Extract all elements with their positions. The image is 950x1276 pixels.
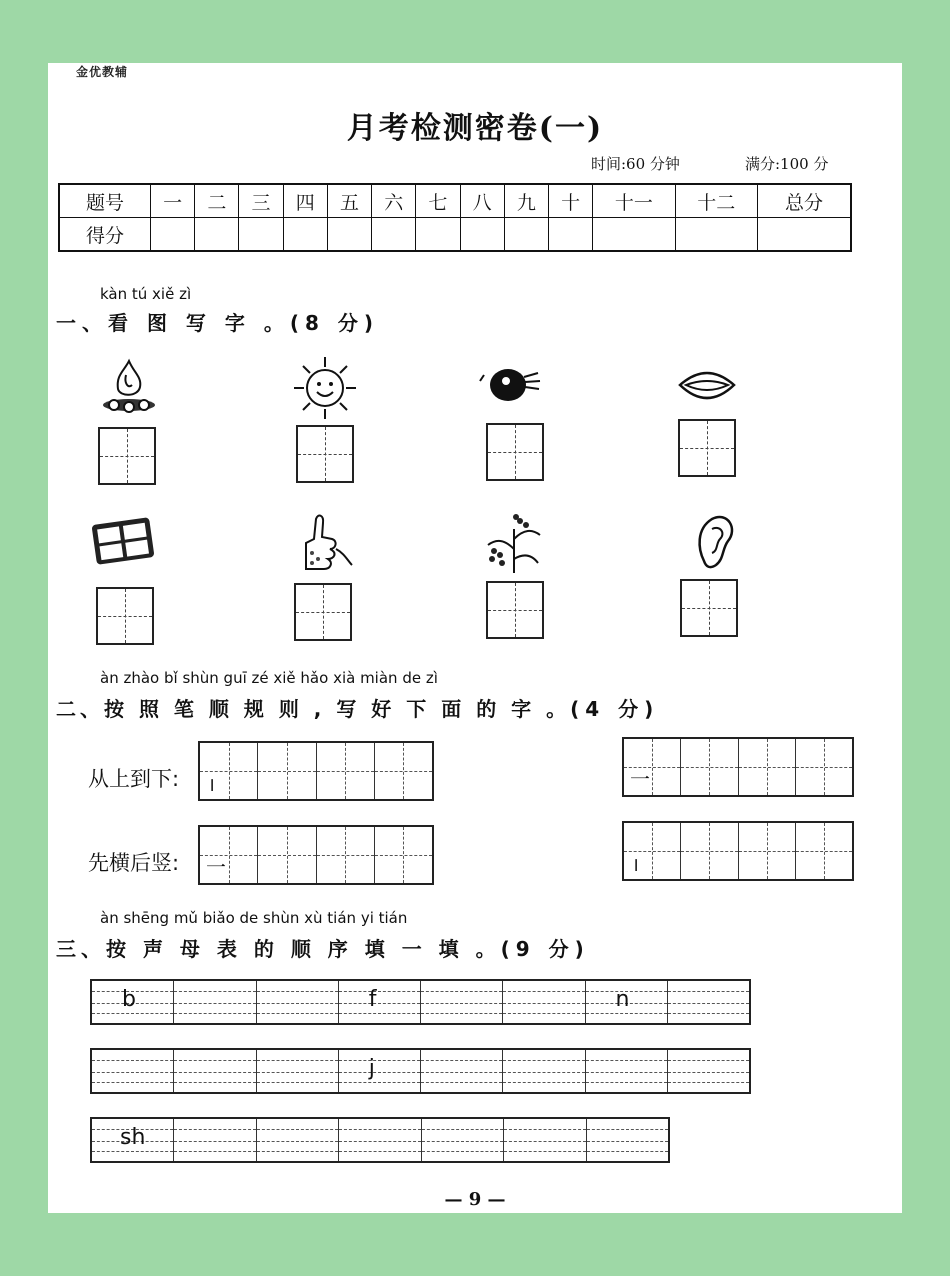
ear-picture	[682, 509, 748, 575]
score-cell[interactable]	[239, 218, 283, 252]
column-11: 十一	[593, 184, 675, 218]
stroke-grid[interactable]	[198, 825, 434, 885]
brand-text: 金优教辅	[76, 65, 129, 79]
section3-heading	[56, 933, 590, 962]
score-cell[interactable]	[151, 218, 195, 252]
score-table-score-row	[59, 218, 851, 252]
eye-picture	[476, 355, 542, 421]
writing-box[interactable]	[680, 579, 738, 637]
rule-top-to-bottom: 从上到下:	[88, 767, 180, 791]
column-3: 三	[239, 184, 283, 218]
pinyin-row-2[interactable]	[90, 1048, 751, 1094]
score-cell[interactable]	[283, 218, 327, 252]
header-row-label: 题号	[59, 184, 151, 218]
column-1: 一	[151, 184, 195, 218]
time-label: 时间:60 分钟	[591, 155, 680, 173]
writing-box[interactable]	[98, 427, 156, 485]
section2-title: 二、按 照 笔 顺 规 则 , 写 好 下 面 的 字 。	[56, 697, 571, 721]
letter-cell: n	[615, 987, 630, 1012]
page-title: 月考检测密卷(一)	[346, 111, 604, 146]
section1-heading	[56, 307, 379, 336]
stroke-grid[interactable]	[622, 737, 854, 797]
score-cell[interactable]	[675, 218, 757, 252]
column-7: 七	[416, 184, 460, 218]
pinyin-row-1[interactable]	[90, 979, 751, 1025]
score-cell[interactable]	[372, 218, 416, 252]
section1-pinyin: kàn tú xiě zì	[100, 285, 192, 303]
stroke-hint: 一	[206, 855, 226, 879]
writing-box[interactable]	[678, 419, 736, 477]
score-table	[58, 183, 852, 252]
score-cell[interactable]	[593, 218, 675, 252]
section2-heading	[56, 693, 659, 722]
column-8: 八	[460, 184, 504, 218]
column-6: 六	[372, 184, 416, 218]
page-number: — 9 —	[444, 1189, 506, 1210]
section2-points: (4 分)	[570, 697, 660, 721]
score-cell[interactable]	[548, 218, 592, 252]
grain-picture	[480, 509, 546, 575]
sun-picture	[292, 355, 358, 421]
score-cell[interactable]	[460, 218, 504, 252]
column-5: 五	[327, 184, 371, 218]
letter-cell: b	[122, 987, 136, 1012]
letter-cell: j	[368, 1056, 375, 1081]
score-table-header-row	[59, 184, 851, 218]
score-row-label: 得分	[59, 218, 151, 252]
field-picture	[90, 509, 156, 575]
stroke-hint: ╷	[630, 847, 643, 871]
section1-points: (8 分)	[289, 311, 380, 335]
score-cell[interactable]	[416, 218, 460, 252]
score-cell[interactable]	[195, 218, 239, 252]
section3-points: (9 分)	[500, 937, 590, 961]
fire-picture	[96, 355, 162, 421]
writing-box[interactable]	[294, 583, 352, 641]
writing-box[interactable]	[486, 423, 544, 481]
letter-cell: f	[368, 987, 377, 1012]
letter-cell: sh	[120, 1125, 146, 1150]
score-cell[interactable]	[758, 218, 852, 252]
stroke-grid[interactable]	[198, 741, 434, 801]
stroke-hint: 一	[630, 767, 650, 791]
exam-paper	[48, 63, 902, 1213]
hand-picture	[288, 509, 354, 575]
full-score-label: 满分:100 分	[745, 155, 829, 173]
writing-box[interactable]	[486, 581, 544, 639]
section3-pinyin: àn shēng mǔ biǎo de shùn xù tián yi tián	[100, 909, 408, 927]
section1-title: 一、看 图 写 字 。	[56, 311, 290, 335]
stroke-grid[interactable]	[622, 821, 854, 881]
writing-box[interactable]	[296, 425, 354, 483]
section2-pinyin: àn zhào bǐ shùn guī zé xiě hǎo xià miàn de zì	[100, 669, 438, 687]
column-4: 四	[283, 184, 327, 218]
column-total: 总分	[758, 184, 852, 218]
writing-box[interactable]	[96, 587, 154, 645]
column-10: 十	[548, 184, 592, 218]
rule-horizontal-then-vertical: 先横后竖:	[88, 851, 180, 875]
pinyin-row-3[interactable]	[90, 1117, 670, 1163]
section3-title: 三、按 声 母 表 的 顺 序 填 一 填 。	[56, 937, 501, 961]
column-9: 九	[504, 184, 548, 218]
stroke-hint: ╷	[206, 767, 219, 791]
score-cell[interactable]	[504, 218, 548, 252]
mouth-picture	[674, 355, 740, 421]
column-12: 十二	[675, 184, 757, 218]
column-2: 二	[195, 184, 239, 218]
score-cell[interactable]	[327, 218, 371, 252]
